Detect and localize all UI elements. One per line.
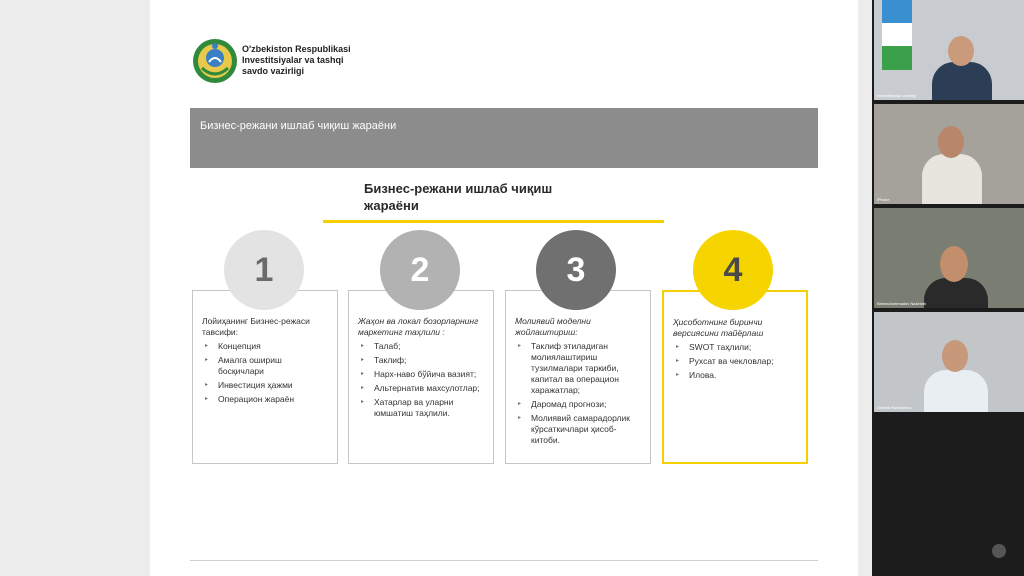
ministry-line: O'zbekiston Respublikasi [242, 44, 351, 54]
participant-figure [948, 36, 974, 66]
step-4-box [662, 290, 808, 464]
ministry-line: savdo vazirligi [242, 66, 305, 76]
step-3-number: 3 [536, 230, 616, 310]
list-item: ▸ Инвестиция ҳажми [202, 380, 329, 391]
step-1-number: 1 [224, 230, 304, 310]
participant-name: Investitsiyalar vazirligi [877, 93, 916, 98]
title-underline [323, 220, 664, 223]
slide-title: Бизнес-режани ишлаб чиқиш жараёни [364, 181, 553, 213]
video-tile[interactable] [874, 104, 1024, 204]
participant-figure [922, 154, 982, 204]
participant-name: Bekmuhammadov Nazirbek [877, 301, 927, 306]
ministry-name [242, 44, 351, 77]
list-item: ▸ Илова. [673, 370, 798, 381]
banner-title: Бизнес-режани ишлаб чиқиш жараёни [200, 120, 397, 132]
settings-icon[interactable] [992, 544, 1006, 558]
participant-video-strip [872, 0, 1024, 576]
list-item: ▸ Альтернатив махсулотлар; [358, 383, 485, 394]
participant-figure [924, 370, 988, 412]
left-page-margin [0, 0, 150, 576]
video-tile[interactable] [874, 312, 1024, 412]
list-item: ▸ Операцион жараён [202, 394, 329, 405]
list-item: ▸ Таклиф этиладиган молиялаштириш тузилмалари таркиби, капитал ва операцион харажатлар; [515, 341, 642, 396]
list-item: ▸ Хатарлар ва уларни юмшатиш таҳлили. [358, 397, 485, 419]
step-3-title: Молиявий моделни жойлаштириш: [515, 316, 591, 337]
header-banner [190, 108, 818, 168]
participant-figure [942, 340, 968, 372]
step-2-box [348, 290, 494, 464]
step-1-title: Лойиҳанинг Бизнес-режаси тавсифи: [202, 316, 310, 337]
list-item: ▸ SWOT таҳлили; [673, 342, 798, 353]
presentation-slide [150, 0, 858, 576]
step-3-box [505, 290, 651, 464]
flag-icon [882, 0, 912, 70]
footer-divider [190, 560, 818, 561]
right-page-margin [858, 0, 872, 576]
list-item: ▸ Концепция [202, 341, 329, 352]
list-item: ▸ Талаб; [358, 341, 485, 352]
step-1-box [192, 290, 338, 464]
step-2-number: 2 [380, 230, 460, 310]
list-item: ▸ Нарх-наво бўйича вазият; [358, 369, 485, 380]
list-item: ▸ Рухсат ва чекловлар; [673, 356, 798, 367]
ministry-line: Investitsiyalar va tashqi [242, 55, 344, 65]
participant-figure [938, 126, 964, 158]
state-emblem-logo [192, 38, 238, 84]
participant-figure [940, 246, 968, 282]
list-item: ▸ Даромад прогнози; [515, 399, 642, 410]
list-item: ▸ Таклиф; [358, 355, 485, 366]
participant-figure [924, 278, 988, 308]
step-2-title: Жаҳон ва локал бозорларнинг маркетинг таҳлили : [358, 316, 479, 337]
step-4-number: 4 [693, 230, 773, 310]
participant-name: Otabek Hamdamov [877, 405, 912, 410]
participant-figure [932, 62, 992, 100]
participant-name: iPhone [877, 197, 890, 202]
step-4-title: Ҳисоботнинг биринчи версиясини тайёрлаш [673, 317, 764, 338]
video-tile[interactable] [874, 208, 1024, 308]
list-item: ▸ Молиявий самарадорлик кўрсаткичлари ҳисоб-китоби. [515, 413, 642, 446]
list-item: ▸ Амалга ошириш босқичлари [202, 355, 329, 377]
video-tile[interactable] [874, 0, 1024, 100]
